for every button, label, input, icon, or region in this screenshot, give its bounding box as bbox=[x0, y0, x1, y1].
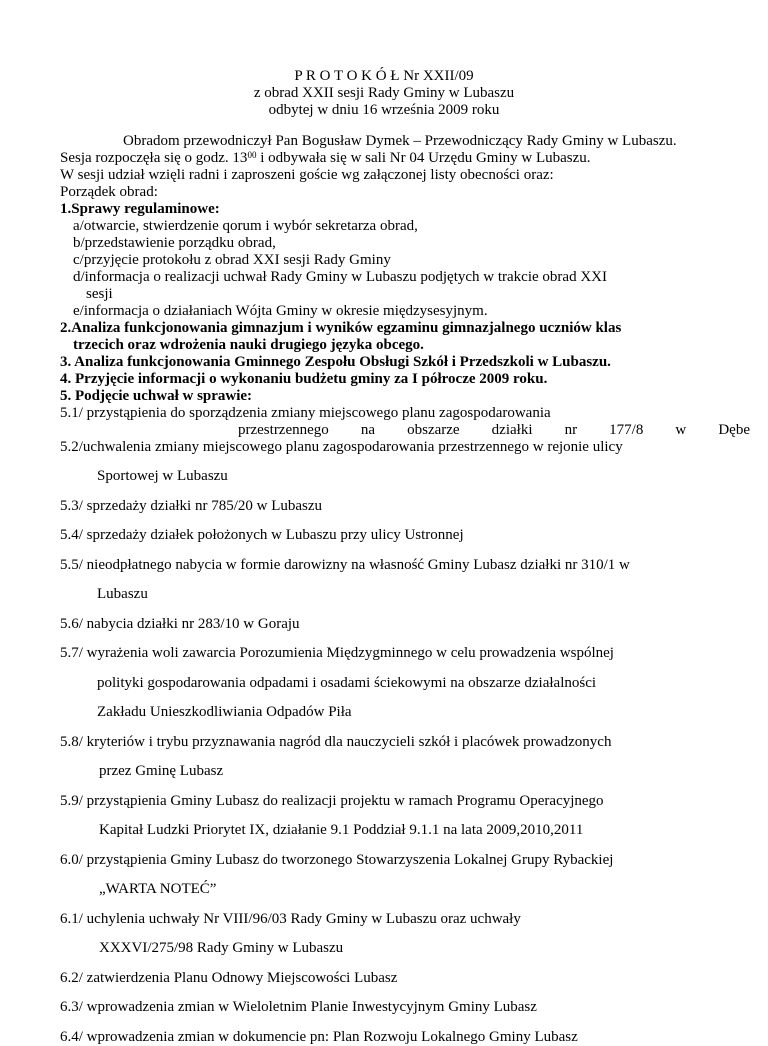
agenda-item-6-1-cont: XXXVI/275/98 Rady Gminy w Lubaszu bbox=[99, 940, 344, 956]
agenda-section-2: 2.Analiza funkcjonowania gimnazjum i wyników egzaminu gimnazjalnego uczniów klas bbox=[60, 320, 622, 336]
agenda-item-1d: d/informacja o realizacji uchwał Rady Gminy w Lubaszu podjętych w trakcie obrad XXI bbox=[73, 269, 607, 285]
agenda-item-1e: e/informacja o działaniach Wójta Gminy w okresie międzysesyjnym. bbox=[73, 303, 488, 319]
agenda-item-5-9: 5.9/ przystąpienia Gminy Lubasz do realizacji projektu w ramach Programu Operacyjnego bbox=[60, 793, 604, 809]
agenda-item-1d-cont: sesji bbox=[86, 286, 113, 302]
agenda-item-6-2: 6.2/ zatwierdzenia Planu Odnowy Miejscowości Lubasz bbox=[60, 970, 398, 986]
agenda-item-5-1: 5.1/ przystąpienia do sporządzenia zmiany miejscowego planu zagospodarowania bbox=[60, 405, 551, 421]
agenda-item-5-2: 5.2/uchwalenia zmiany miejscowego planu zagospodarowania przestrzennego w rejonie ulicy bbox=[60, 439, 623, 455]
agenda-item-6-3: 6.3/ wprowadzenia zmian w Wieloletnim Planie Inwestycyjnym Gminy Lubasz bbox=[60, 999, 537, 1015]
agenda-item-5-6: 5.6/ nabycia działki nr 283/10 w Goraju bbox=[60, 616, 300, 632]
agenda-item-1c: c/przyjęcie protokołu z obrad XXI sesji Rady Gminy bbox=[73, 252, 391, 268]
agenda-item-5-2-cont: Sportowej w Lubaszu bbox=[97, 468, 228, 484]
document-subtitle: z obrad XXII sesji Rady Gminy w Lubaszu bbox=[253, 85, 515, 101]
agenda-item-5-8: 5.8/ kryteriów i trybu przyznawania nagród dla nauczycieli szkół i placówek prowadzonych bbox=[60, 734, 612, 750]
agenda-item-6-0-cont: „WARTA NOTEĆ” bbox=[99, 881, 217, 897]
document-title: P R O T O K Ó Ł Nr XXII/09 bbox=[294, 68, 474, 84]
agenda-section-5: 5. Podjęcie uchwał w sprawie: bbox=[60, 388, 253, 404]
agenda-section-1: 1.Sprawy regulaminowe: bbox=[60, 201, 220, 217]
agenda-item-6-0: 6.0/ przystąpienia Gminy Lubasz do tworzonego Stowarzyszenia Lokalnej Grupy Rybackiej bbox=[60, 852, 614, 868]
agenda-section-3: 3. Analiza funkcjonowania Gminnego Zespołu Obsługi Szkół i Przedszkoli w Lubaszu. bbox=[60, 354, 611, 370]
agenda-item-5-5: 5.5/ nieodpłatnego nabycia w formie darowizny na własność Gminy Lubasz działki nr 310/1 w bbox=[60, 557, 630, 573]
agenda-item-1a: a/otwarcie, stwierdzenie qorum i wybór sekretarza obrad, bbox=[73, 218, 418, 234]
document-date-line: odbytej w dniu 16 września 2009 roku bbox=[268, 102, 500, 118]
agenda-section-2-cont: trzecich oraz wdrożenia nauki drugiego języka obcego. bbox=[73, 337, 424, 353]
agenda-item-5-7: 5.7/ wyrażenia woli zawarcia Porozumienia Międzygminnego w celu prowadzenia wspólnej bbox=[60, 645, 614, 661]
agenda-item-5-7-cont2: Zakładu Unieszkodliwiania Odpadów Piła bbox=[97, 704, 352, 720]
agenda-item-6-4: 6.4/ wprowadzenia zmian w dokumencie pn: Plan Rozwoju Lokalnego Gminy Lubasz bbox=[60, 1029, 578, 1045]
agenda-item-1b: b/przedstawienie porządku obrad, bbox=[73, 235, 276, 251]
agenda-item-6-1: 6.1/ uchylenia uchwały Nr VIII/96/03 Rady Gminy w Lubaszu oraz uchwały bbox=[60, 911, 521, 927]
intro-attendance: W sesji udział wzięli radni i zaproszeni goście wg załączonej listy obecności oraz: bbox=[60, 167, 554, 183]
agenda-item-5-1-cont: przestrzennego na obszarze działki nr 177/8 w Dębe bbox=[238, 422, 750, 438]
agenda-item-5-7-cont: polityki gospodarowania odpadami i osadami ściekowymi na obszarze działalności bbox=[97, 675, 597, 691]
agenda-item-5-9-cont: Kapitał Ludzki Priorytet IX, działanie 9.1 Poddział 9.1.1 na lata 2009,2010,2011 bbox=[99, 822, 584, 838]
agenda-section-4: 4. Przyjęcie informacji o wykonaniu budżetu gminy za I półrocze 2009 roku. bbox=[60, 371, 548, 387]
agenda-item-5-8-cont: przez Gminę Lubasz bbox=[99, 763, 224, 779]
agenda-item-5-3: 5.3/ sprzedaży działki nr 785/20 w Lubaszu bbox=[60, 498, 323, 514]
agenda-item-5-5-cont: Lubaszu bbox=[97, 586, 148, 602]
intro-start-time: Sesja rozpoczęła się o godz. $13^{00}$ i odbywała się w sali Nr 04 Urzędu Gminy w Lubaszu. bbox=[60, 150, 591, 166]
agenda-item-5-4: 5.4/ sprzedaży działek położonych w Lubaszu przy ulicy Ustronnej bbox=[60, 527, 464, 543]
agenda-heading: Porządek obrad: bbox=[60, 184, 158, 200]
intro-chair: Obradom przewodniczył Pan Bogusław Dymek – Przewodniczący Rady Gminy w Lubaszu. bbox=[123, 133, 677, 149]
